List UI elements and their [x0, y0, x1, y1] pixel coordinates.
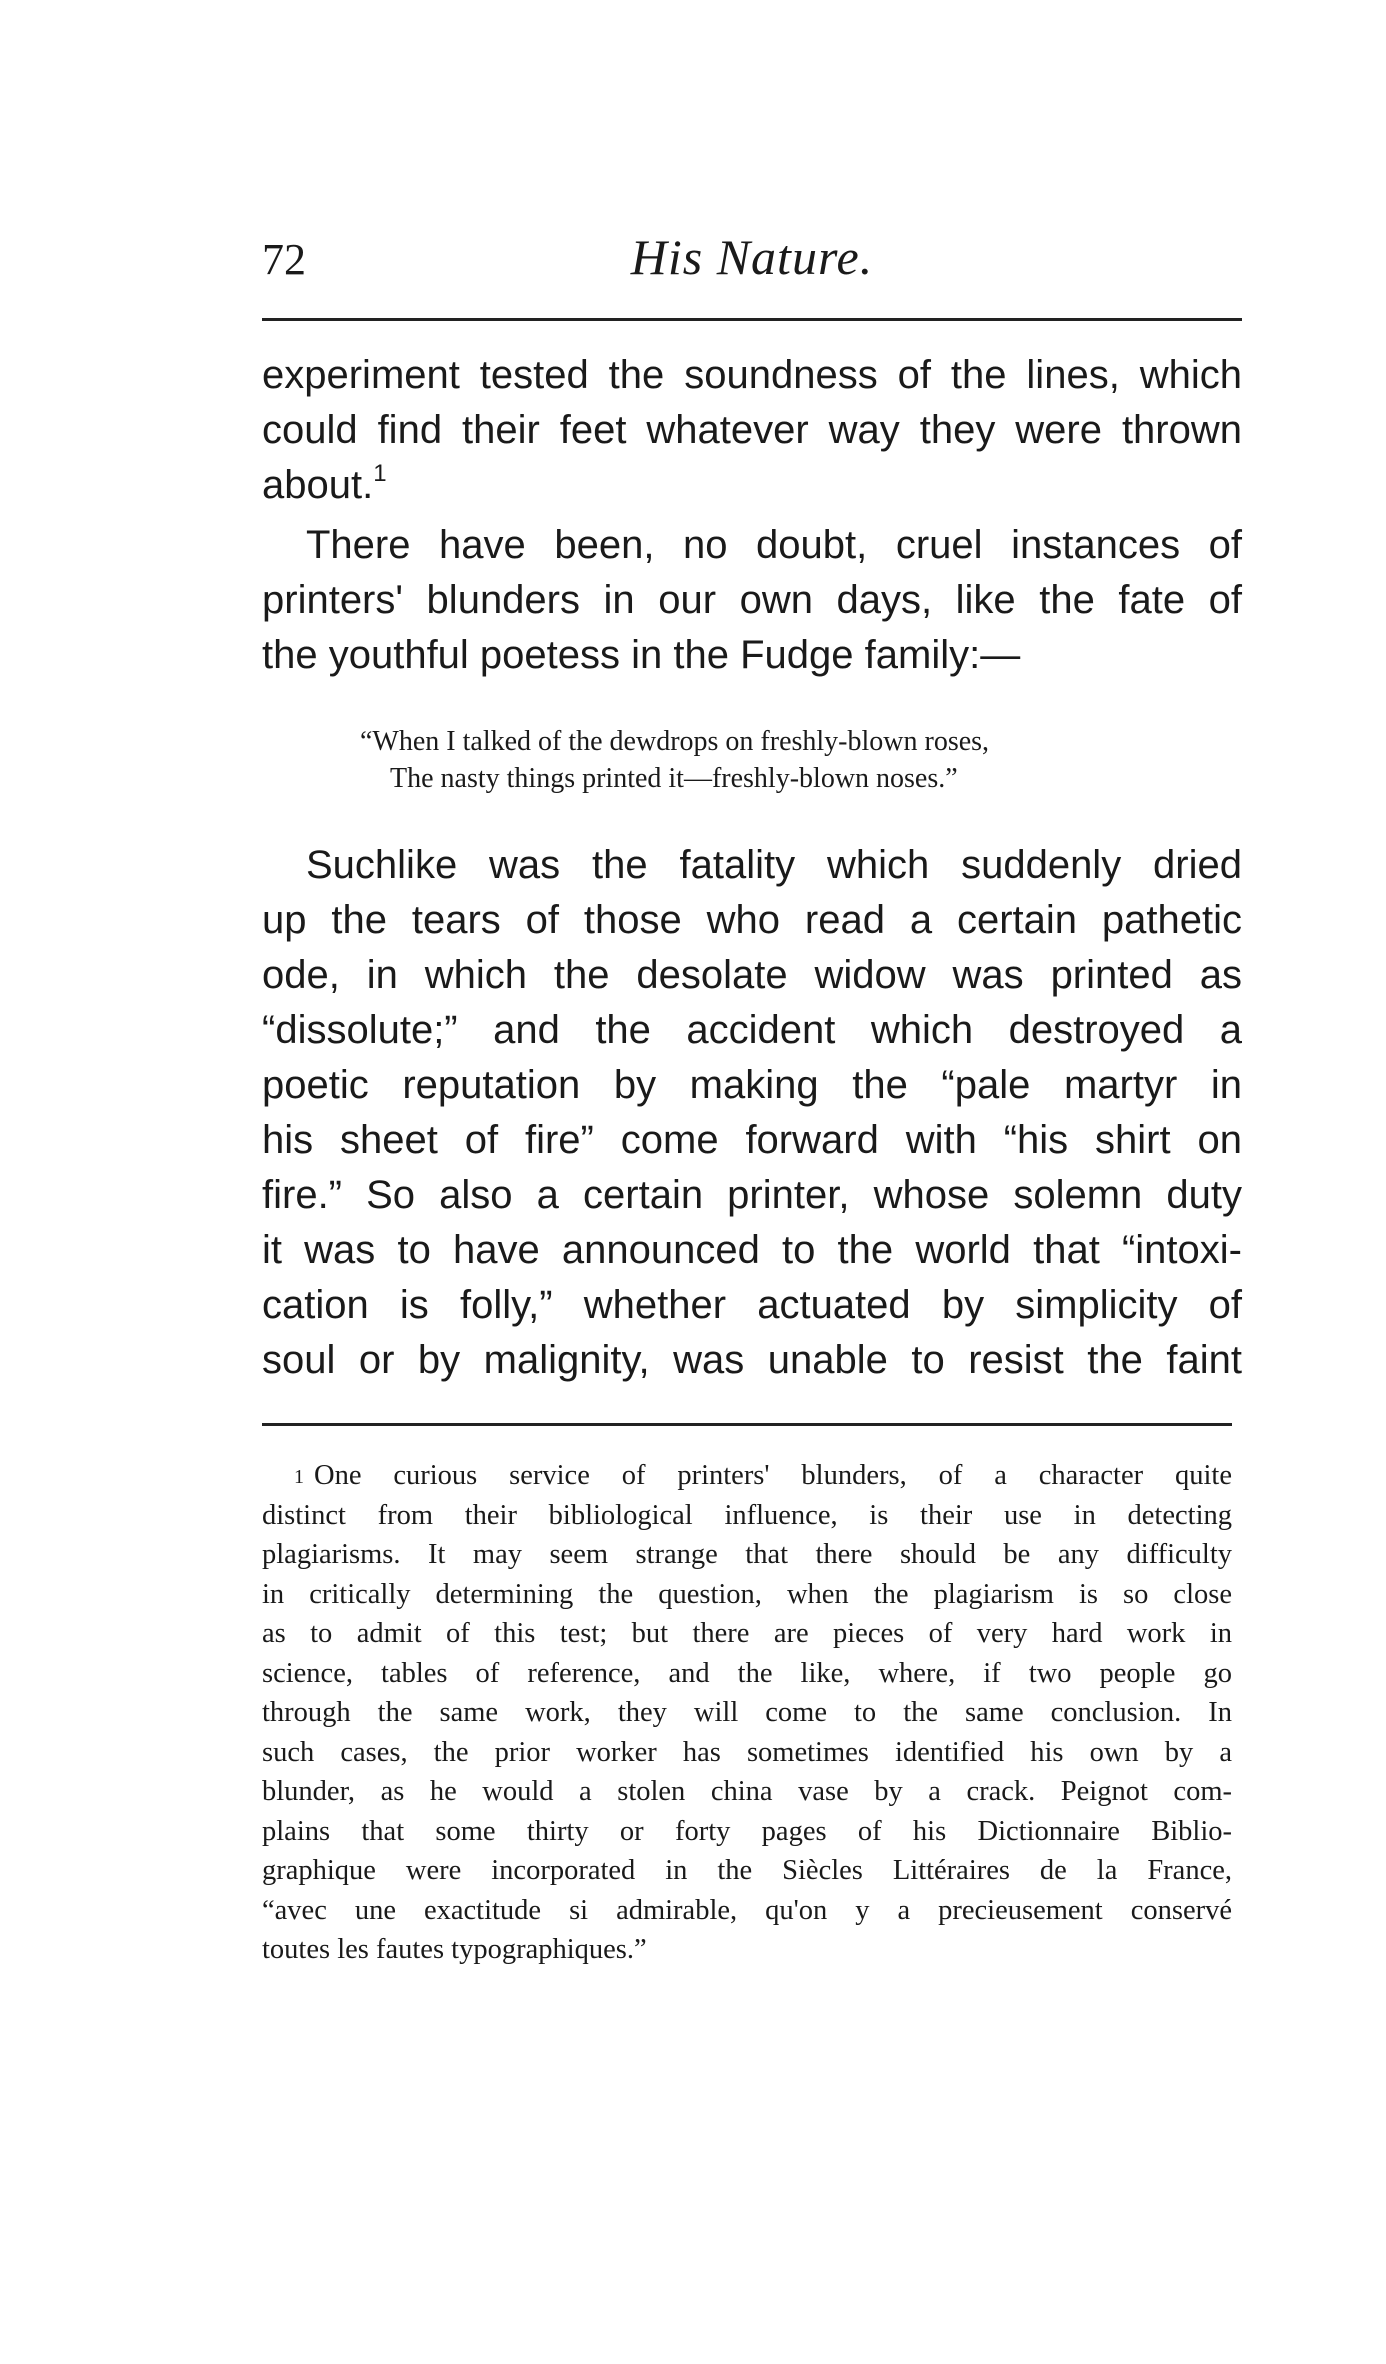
- footnote: [262, 1456, 1232, 1970]
- page-number: 72: [262, 235, 306, 284]
- text-line: experiment tested the soundness of the lines, which: [262, 353, 1242, 397]
- footnote-line: “avec une exactitude si admirable, qu'on y a precieusement conservé: [262, 1894, 1232, 1926]
- footnote-line: through the same work, they will come to the same conclusion. In: [262, 1697, 1232, 1728]
- footnote-line: science, tables of reference, and the like, where, if two people go: [262, 1657, 1232, 1689]
- paragraph-continued: [262, 348, 1242, 513]
- footnote-number: 1: [294, 1466, 304, 1488]
- footnote-reference: 1: [373, 460, 387, 487]
- text-line: [262, 458, 1242, 513]
- text-line: printers' blunders in our own days, like the fate of: [262, 578, 1242, 622]
- footnote-line: [262, 1456, 1232, 1496]
- verse-quotation: [360, 723, 1200, 797]
- paragraph-suchlike: [262, 838, 1242, 1388]
- text-line: ode, in which the desolate widow was printed as: [262, 953, 1242, 997]
- footnote-line: such cases, the prior worker has sometimes identified his own by a: [262, 1736, 1232, 1768]
- page-header: [262, 228, 1242, 308]
- text-line: it was to have announced to the world that “intoxi-: [262, 1228, 1242, 1272]
- footnote-line-text: One curious service of printers' blunders, of a character quite: [314, 1460, 1232, 1491]
- footnote-rule: [262, 1423, 1232, 1426]
- running-head: His Nature.: [630, 229, 874, 285]
- text-line: “dissolute;” and the accident which destroyed a: [262, 1008, 1242, 1052]
- footnote-line: as to admit of this test; but there are pieces of very hard work in: [262, 1618, 1232, 1649]
- text-line: could find their feet whatever way they were thrown: [262, 408, 1242, 452]
- text-line: poetic reputation by making the “pale martyr in: [262, 1063, 1242, 1107]
- text-line: his sheet of fire” come forward with “his shirt on: [262, 1118, 1242, 1162]
- footnote-line: toutes les fautes typographiques.”: [262, 1934, 647, 1965]
- footnote-line: plagiarisms. It may seem strange that there should be any difficulty: [262, 1539, 1232, 1570]
- header-rule: [262, 318, 1242, 321]
- quote-line: The nasty things printed it—freshly-blown noses.”: [390, 763, 958, 794]
- footnote-line: blunder, as he would a stolen china vase by a crack. Peignot com-: [262, 1776, 1232, 1807]
- text-line: the youthful poetess in the Fudge family:—: [262, 633, 1021, 677]
- text-line: fire.” So also a certain printer, whose solemn duty: [262, 1173, 1242, 1217]
- text-line: Suchlike was the fatality which suddenly dried: [306, 843, 1242, 887]
- text-line: cation is folly,” whether actuated by simplicity of: [262, 1283, 1242, 1327]
- footnote-line: graphique were incorporated in the Siècles Littéraires de la France,: [262, 1855, 1232, 1886]
- text-line-content: about.: [262, 463, 374, 507]
- quote-line: “When I talked of the dewdrops on freshly-blown roses,: [360, 726, 990, 757]
- text-line: There have been, no doubt, cruel instances of: [306, 523, 1242, 567]
- paragraph-printers-blunders: [262, 518, 1242, 683]
- footnote-line: distinct from their bibliological influence, is their use in detecting: [262, 1499, 1232, 1531]
- text-line: up the tears of those who read a certain pathetic: [262, 898, 1242, 942]
- text-line: soul or by malignity, was unable to resist the faint: [262, 1338, 1242, 1382]
- footnote-line: in critically determining the question, when the plagiarism is so close: [262, 1578, 1232, 1610]
- footnote-line: plains that some thirty or forty pages of his Dictionnaire Biblio-: [262, 1815, 1232, 1847]
